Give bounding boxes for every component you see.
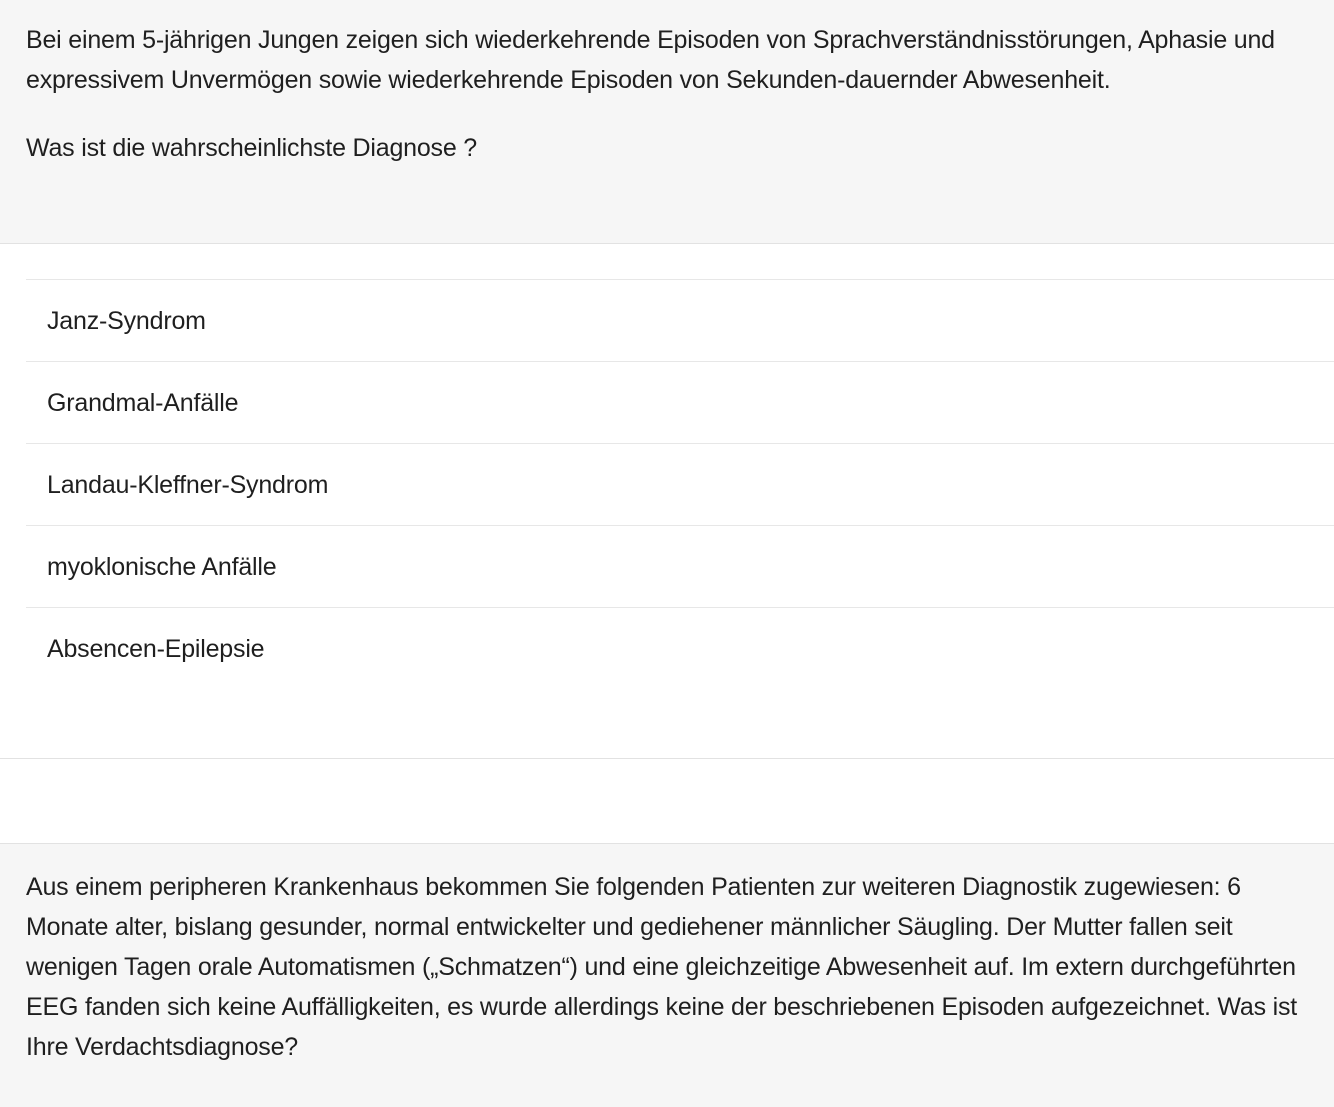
question-card-1 — [0, 0, 1334, 244]
question-card-2 — [0, 843, 1334, 1107]
question-text: Aus einem peripheren Krankenhaus bekommen Sie folgenden Patienten zur weiteren Diagnostik zugewiesen: 6 Monate alter, bislang gesunder, normal entwickelter und gediehener männlicher Säugling. Der Mutter fallen seit wenigen Tagen orale Automatismen („Schmatzen“) und eine gleichzeitige Abwesenheit auf. Im extern durchgeführten EEG fanden sich keine Auffälligkeiten, es wurde allerdings keine der beschriebenen Episoden aufgezeichnet. Was ist Ihre Verdachtsdiagnose? — [26, 873, 1298, 1061]
answer-list — [26, 279, 1334, 690]
answer-option-absencen-epilepsie[interactable]: Absencen-Epilepsie — [47, 635, 265, 663]
answer-option-grandmal-anfaelle[interactable]: Grandmal-Anfälle — [26, 362, 1334, 444]
question-prompt: Was ist die wahrscheinlichste Diagnose ? — [26, 134, 478, 162]
answer-option-janz-syndrom[interactable]: Janz-Syndrom — [26, 280, 1334, 362]
question-text: Bei einem 5-jährigen Jungen zeigen sich wiederkehrende Episoden von Sprachverständnisstörungen, Aphasie und expressivem Unvermögen sowie wiederkehrende Episoden von Sekunden-dauernder Abwesenheit. — [26, 26, 1275, 94]
answer-option-landau-kleffner-syndrom[interactable]: Landau-Kleffner-Syndrom — [26, 444, 1334, 526]
answer-option-myoklonische-anfaelle[interactable]: myoklonische Anfälle — [26, 526, 1334, 608]
answer-options — [0, 244, 1334, 759]
